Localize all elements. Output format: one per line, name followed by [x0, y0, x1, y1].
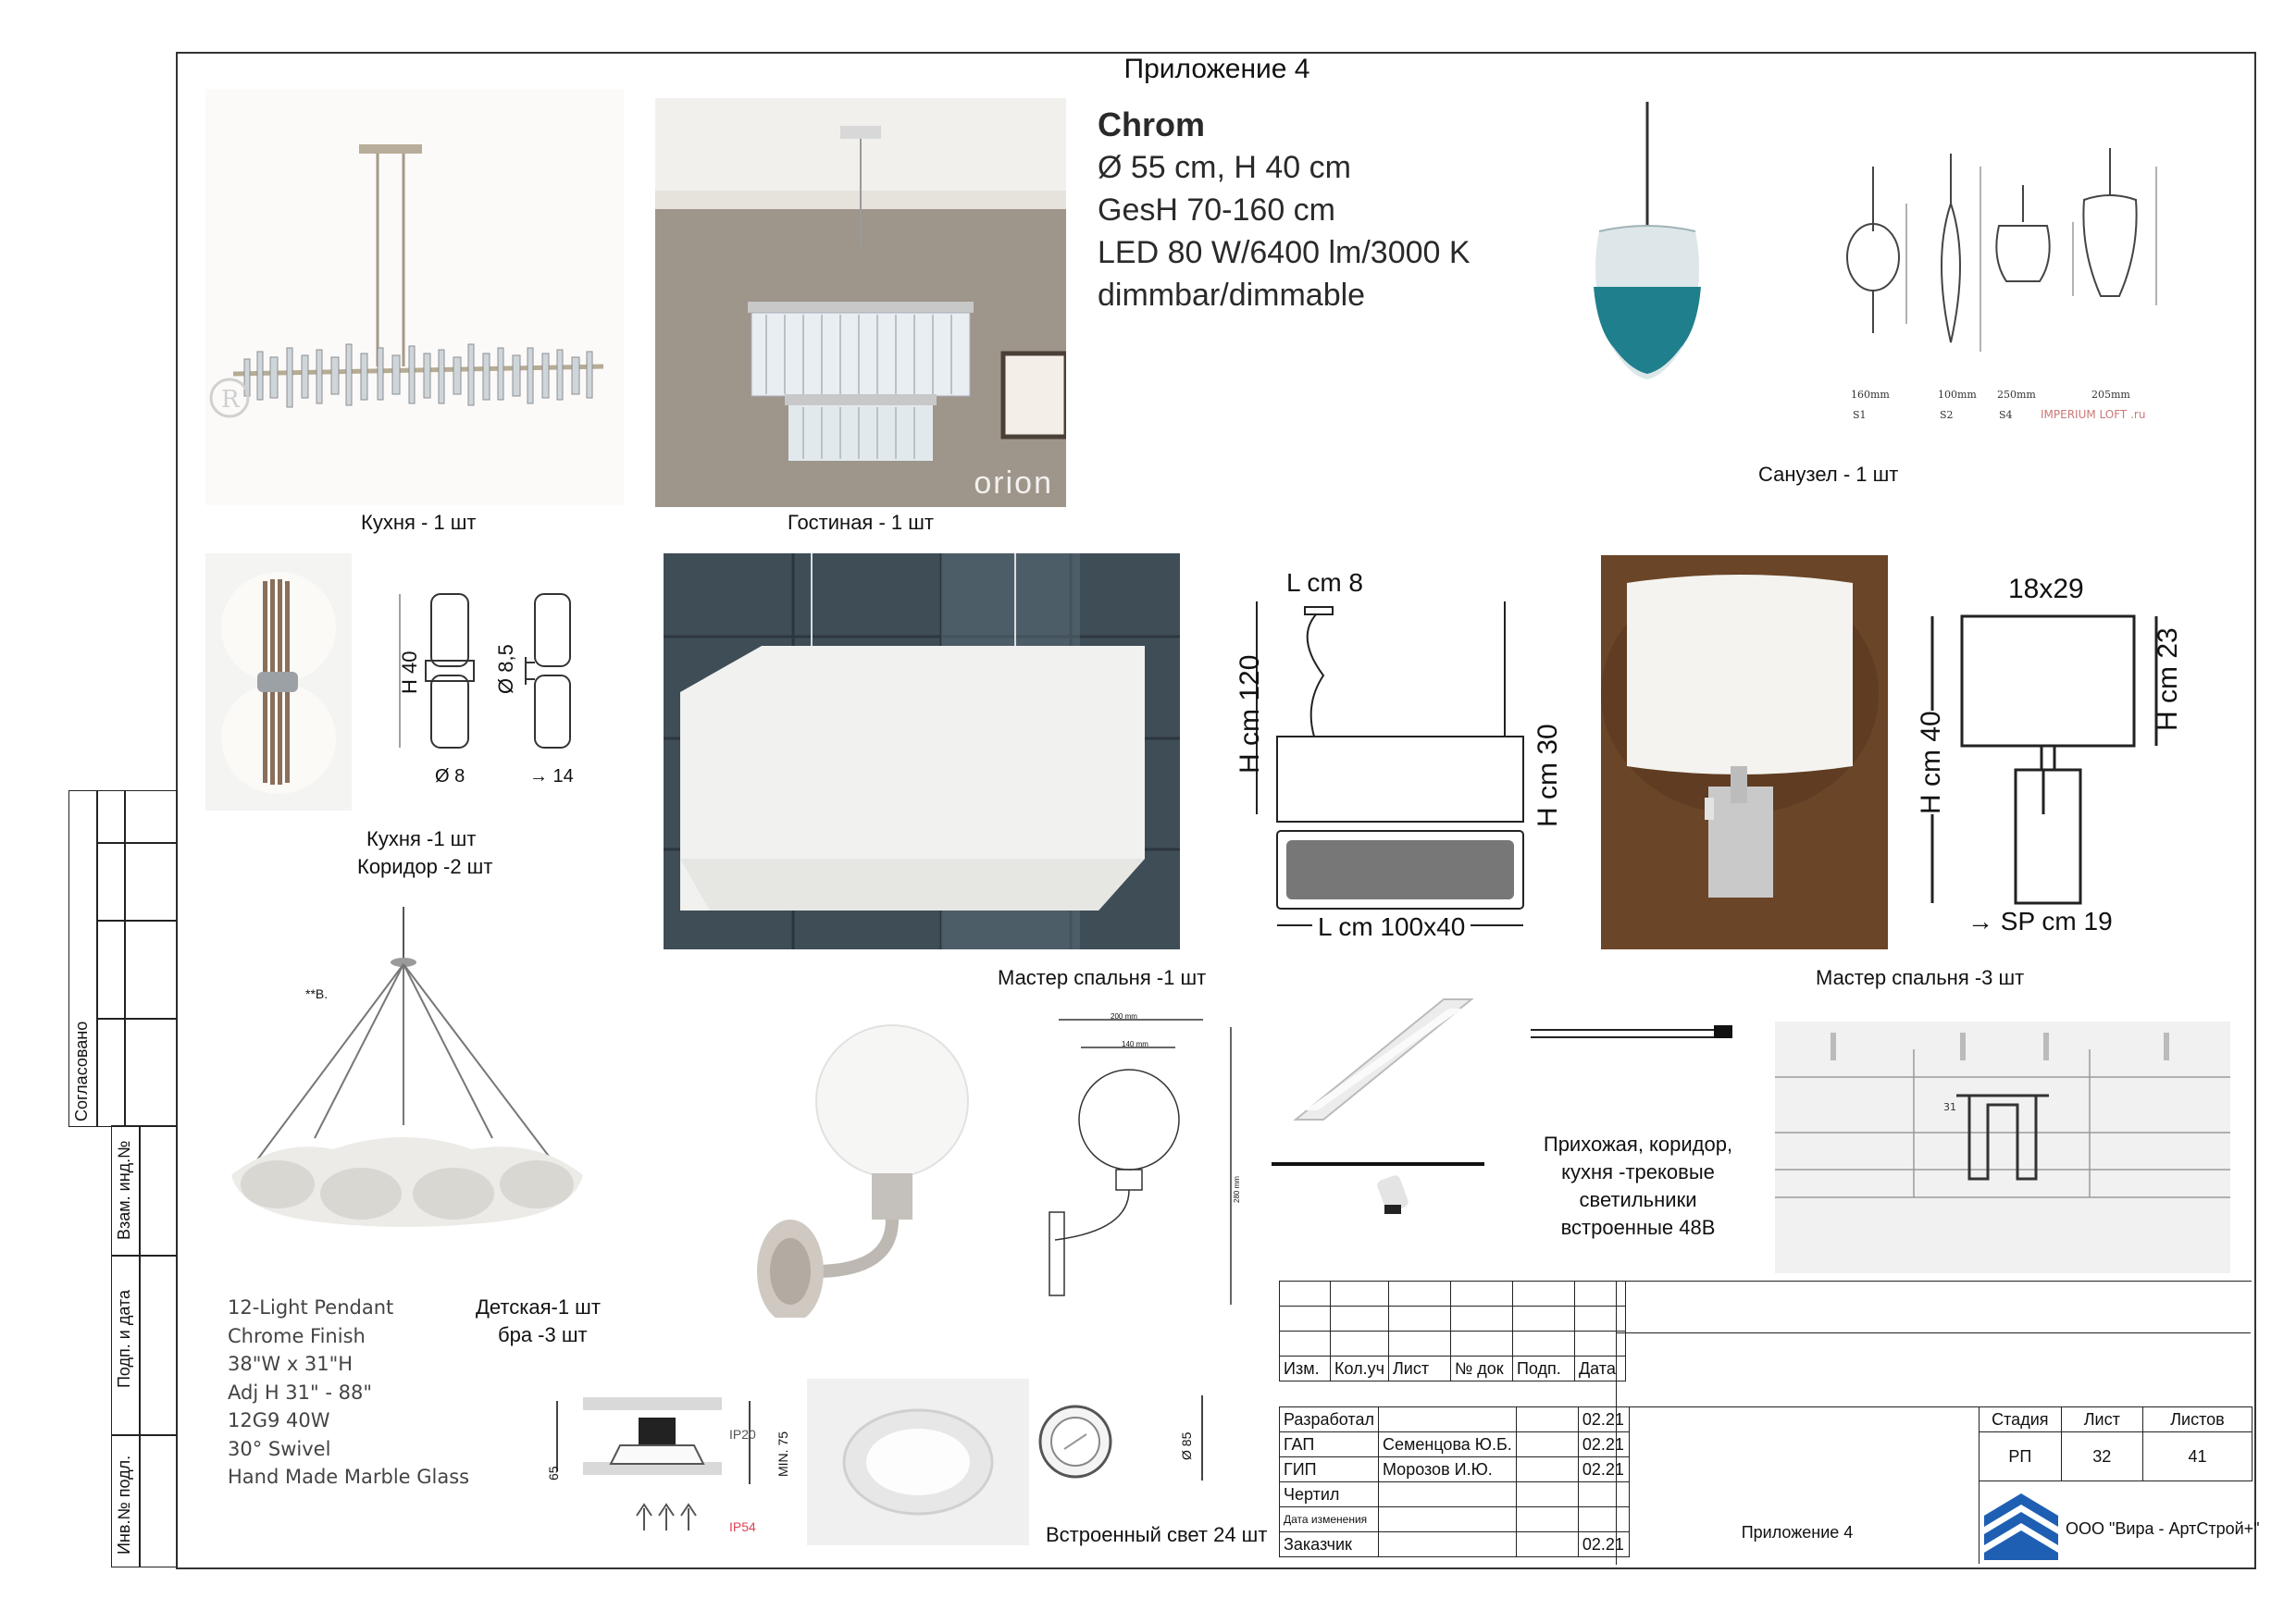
ms-dim-sp: → SP cm 19	[1967, 907, 2113, 935]
kids-chandelier-image	[222, 907, 592, 1268]
spec-line: dimmbar/dimmable	[1098, 278, 1366, 313]
stage-value: РП	[1980, 1432, 2062, 1481]
downlight-ip-top: IP20	[729, 1427, 756, 1442]
globe-dim-height: 280 mm	[1233, 1176, 1241, 1203]
downlight-photo	[807, 1379, 1029, 1545]
date-cell: 02.21	[1578, 1532, 1629, 1557]
side-label: Подп. и дата	[115, 1289, 133, 1388]
sconce-dim-d: Ø 8,5	[494, 644, 517, 694]
signature-row	[1280, 1482, 1630, 1507]
header-cell: Кол.уч	[1331, 1357, 1389, 1381]
title-block-header-row	[1280, 1357, 1626, 1381]
track-spot-image	[1272, 1155, 1484, 1220]
mp-dim-h120: H cm 120	[1235, 654, 1265, 774]
kids-caption-2: бра -3 шт	[498, 1323, 588, 1346]
header-cell: Изм.	[1280, 1357, 1331, 1381]
role-cell: Заказчик	[1280, 1532, 1379, 1557]
downlight-dim-85: Ø 85	[1179, 1431, 1194, 1460]
signature-row	[1280, 1532, 1630, 1557]
company-name: ООО "Вира - АртСтрой+"	[2066, 1519, 2260, 1538]
side-cell	[124, 790, 178, 1127]
wall-sconce-caption-1: Кухня -1 шт	[366, 827, 477, 850]
globe-dim-globe: 140 mm	[1122, 1040, 1148, 1048]
side-cell	[96, 842, 178, 844]
document-name: Приложение 4	[1741, 1523, 1854, 1542]
company-logo	[1984, 1493, 2058, 1560]
stage-label: Стадия	[1980, 1407, 2062, 1432]
bath-label: S2	[1940, 409, 1954, 421]
signature-row	[1280, 1457, 1630, 1482]
header-cell: Лист	[1388, 1357, 1450, 1381]
role-cell: Разработал	[1280, 1407, 1379, 1432]
role-cell: ГИП	[1280, 1457, 1379, 1482]
master-sconce-caption: Мастер спальня -3 шт	[1816, 966, 2025, 989]
track-profile-image	[1286, 981, 1499, 1129]
master-sconce-image	[1601, 555, 1888, 949]
side-label: Согласовано	[72, 1021, 91, 1121]
mp-dim-h30: H cm 30	[1533, 724, 1563, 827]
side-cell	[139, 1125, 178, 1567]
revision-grid	[1279, 1281, 1626, 1381]
wall-sconce-image	[205, 553, 352, 811]
spec-line: LED 80 W/6400 lm/3000 K	[1098, 235, 1471, 270]
living-chandelier-image	[655, 98, 1066, 507]
sheet-label: Лист	[2061, 1407, 2142, 1432]
name-cell	[1378, 1532, 1516, 1557]
bath-dim: 160mm	[1851, 389, 1890, 401]
sheets-label: Листов	[2142, 1407, 2252, 1432]
side-cell	[111, 1434, 178, 1436]
track-caption-line: встроенные 48В	[1560, 1216, 1716, 1239]
kids-spec-line: 12-Light Pendant	[228, 1296, 394, 1319]
title-block	[1279, 1281, 2260, 1566]
side-cell	[111, 1255, 178, 1257]
sheet-title: Приложение 4	[1123, 54, 1310, 84]
kids-spec-line: Chrome Finish	[228, 1324, 366, 1347]
ms-dim-h23: H cm 23	[2153, 627, 2183, 731]
bath-label: S1	[1853, 409, 1867, 421]
role-cell: Дата изменения	[1280, 1507, 1379, 1532]
signature-rows	[1279, 1406, 1630, 1557]
track-bar-line	[1531, 1029, 1716, 1038]
downlight-dim-line	[1201, 1395, 1203, 1481]
side-cell	[96, 920, 178, 922]
master-pendant-caption: Мастер спальня -1 шт	[998, 966, 1207, 989]
name-cell: Семенцова Ю.Б.	[1378, 1432, 1516, 1457]
track-section-drawing	[1775, 1022, 2230, 1273]
date-cell: 02.21	[1578, 1457, 1629, 1482]
spec-line: Ø 55 cm, H 40 cm	[1098, 150, 1351, 185]
kitchen-chandelier-caption: Кухня - 1 шт	[361, 511, 477, 534]
sconce-dim-p: → 14	[529, 766, 574, 787]
ms-dim-h40: H cm 40	[1916, 711, 1946, 814]
downlight-dim-65: 65	[546, 1466, 561, 1481]
kitchen-chandelier-image	[205, 89, 624, 505]
side-cell	[96, 1018, 178, 1020]
downlight-section	[537, 1382, 787, 1540]
track-caption-line: Прихожая, коридор,	[1543, 1133, 1733, 1156]
master-pendant-drawing	[1240, 583, 1545, 953]
kids-caption-1: Детская-1 шт	[476, 1295, 601, 1319]
side-label: Инв.№ подл.	[115, 1455, 133, 1555]
kids-mark: **B.	[305, 986, 329, 1001]
header-cell: Дата	[1574, 1357, 1625, 1381]
orion-logo: orion	[974, 465, 1053, 501]
bathroom-pendant-image	[1490, 102, 1814, 435]
track-caption-line: светильники	[1579, 1188, 1697, 1211]
date-cell: 02.21	[1578, 1407, 1629, 1432]
globe-sconce-drawing	[1036, 1009, 1259, 1314]
track-caption-line: кухня -трековые	[1561, 1160, 1715, 1183]
side-label: Взам. инд.№	[115, 1140, 133, 1240]
track-profile-dim: 31	[1943, 1101, 1956, 1113]
track-caption	[1536, 1131, 1740, 1242]
bathroom-pendant-drawing	[1842, 148, 2175, 426]
ms-dim-shade: 18x29	[2008, 574, 2084, 604]
name-cell: Морозов И.Ю.	[1378, 1457, 1516, 1482]
stage-table	[1979, 1406, 2253, 1481]
kids-spec-line: 30° Swivel	[228, 1437, 331, 1460]
bath-dim: 205mm	[2091, 389, 2130, 401]
wall-sconce-caption-2: Коридор -2 шт	[357, 855, 493, 878]
role-cell: Чертил	[1280, 1482, 1379, 1507]
living-chandelier-caption: Гостиная - 1 шт	[788, 511, 934, 534]
side-cell	[96, 790, 126, 1127]
bath-dim: 100mm	[1938, 389, 1977, 401]
downlight-caption: Встроенный свет 24 шт	[1046, 1523, 1268, 1546]
track-bar-end	[1714, 1025, 1732, 1038]
tb-divider	[1616, 1332, 2251, 1333]
downlight-front	[1036, 1403, 1114, 1481]
globe-sconce-image	[740, 1022, 990, 1318]
sheet-value: 32	[2061, 1432, 2142, 1481]
bathroom-pendant-caption: Санузел - 1 шт	[1758, 463, 1899, 486]
date-cell: 02.21	[1578, 1432, 1629, 1457]
kids-spec-line: 12G9 40W	[228, 1409, 330, 1431]
downlight-dim-75: MIN. 75	[776, 1431, 790, 1477]
mp-dim-l: L cm 8	[1286, 568, 1363, 597]
kids-spec-line: Hand Made Marble Glass	[228, 1466, 470, 1488]
name-cell	[1378, 1407, 1516, 1432]
master-sconce-drawing	[1925, 574, 2184, 925]
sheets-value: 41	[2142, 1432, 2252, 1481]
spec-title: Chrom	[1098, 105, 1205, 143]
mp-dim-lw: L cm 100x40	[1312, 912, 1471, 942]
bath-dim: 250mm	[1997, 389, 2036, 401]
watermark: IMPERIUM LOFT .ru	[2041, 408, 2146, 421]
kids-spec-line: 38"W x 31"H	[228, 1353, 354, 1375]
downlight-ip-bottom: IP54	[729, 1519, 756, 1534]
role-cell: ГАП	[1280, 1432, 1379, 1457]
sconce-dim-w: Ø 8	[435, 766, 465, 787]
svg-text:R: R	[221, 386, 240, 414]
header-cell: № док	[1450, 1357, 1512, 1381]
kids-spec-line: Adj H 31" - 88"	[228, 1381, 372, 1404]
signature-row	[1280, 1507, 1630, 1532]
living-chandelier-spec	[1098, 104, 1471, 316]
sconce-dim-h: H 40	[398, 650, 421, 694]
signature-row	[1280, 1407, 1630, 1432]
master-pendant-image	[664, 553, 1180, 949]
spec-line: GesH 70-160 cm	[1098, 192, 1335, 228]
header-cell: Подп.	[1512, 1357, 1574, 1381]
name-cell	[1378, 1482, 1516, 1507]
name-cell	[1378, 1507, 1516, 1532]
signature-row	[1280, 1432, 1630, 1457]
globe-dim-total: 200 mm	[1111, 1012, 1137, 1021]
kids-spec	[228, 1294, 469, 1492]
bath-label: S4	[1999, 409, 2013, 421]
